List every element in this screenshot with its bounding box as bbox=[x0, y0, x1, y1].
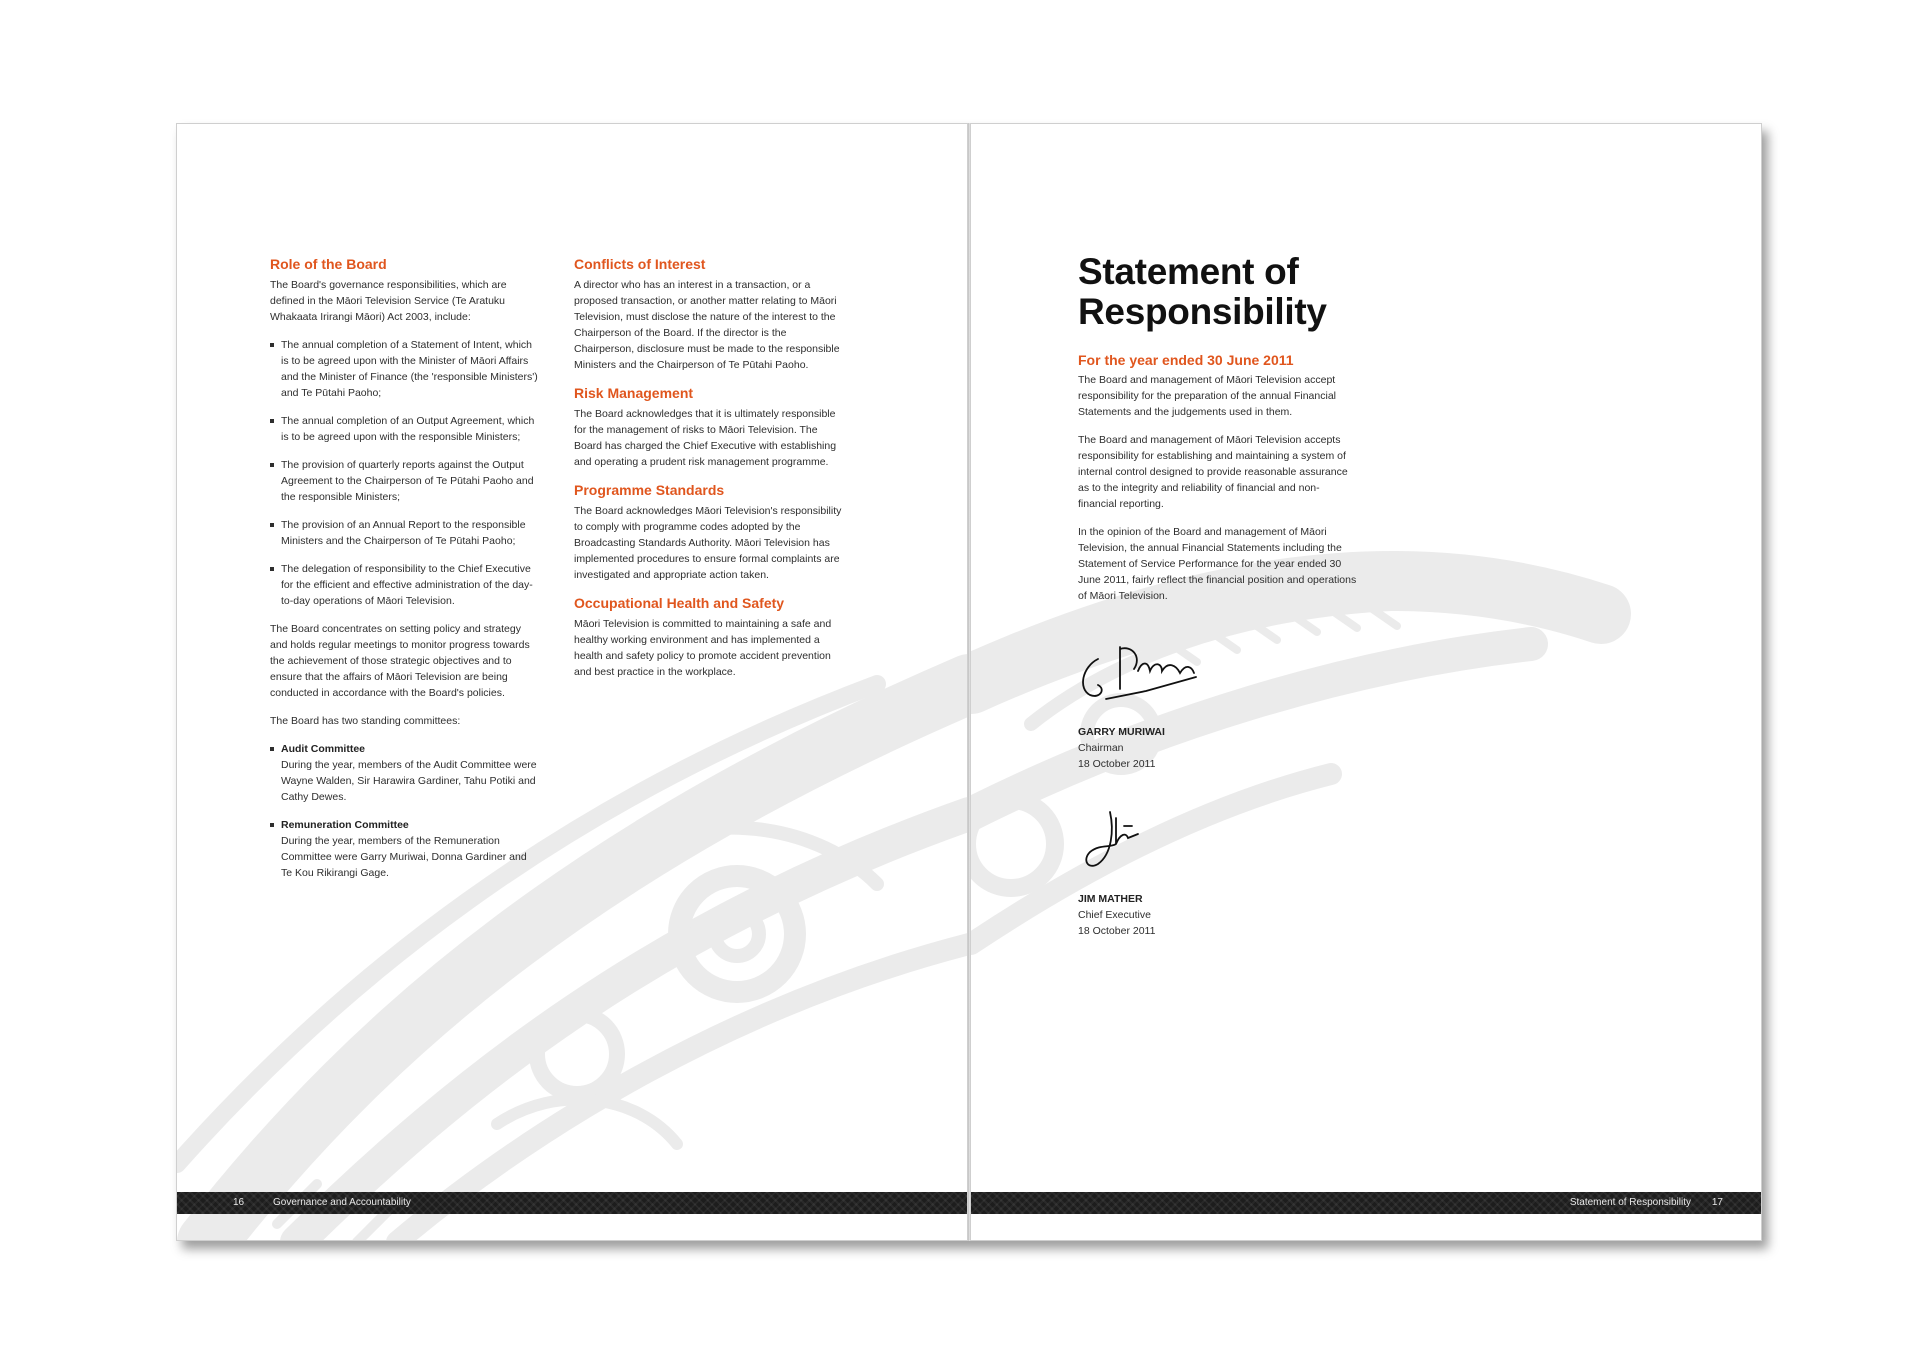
conflicts-heading: Conflicts of Interest bbox=[574, 256, 706, 272]
signatory-date: 18 October 2011 bbox=[1078, 925, 1156, 937]
page-number-left: 16 bbox=[233, 1197, 245, 1208]
responsibilities-list bbox=[270, 337, 540, 609]
risk-text: The Board acknowledges that it is ultimately responsible for the management of risks to Māori Television. The Board has charged the Chief Executive with establishing and operating a prudent risk management programme. bbox=[574, 408, 837, 468]
list-item: The provision of an Annual Report to the responsible Ministers and the Chairperson of Te Pūtahi Paoho; bbox=[270, 517, 540, 549]
health-safety-heading: Occupational Health and Safety bbox=[574, 595, 785, 611]
signatory-name: JIM MATHER bbox=[1078, 893, 1143, 905]
committee-title: Audit Committee bbox=[281, 743, 365, 755]
left-column-1 bbox=[270, 256, 540, 893]
statement-paragraph: In the opinion of the Board and management of Māori Television, the annual Financial Statements including the Statement of Service Performance for the year ended 30 June 2011, fairly reflect the financial position and operations of Māori Television. bbox=[1078, 526, 1357, 602]
footer-band-right bbox=[971, 1192, 1761, 1214]
programme-standards-text: The Board acknowledges Māori Television's responsibility to comply with programme codes adopted by the Broadcasting Standards Authority. Māori Television has implemented procedures to ensure formal complaints are investigated and appropriate action taken. bbox=[574, 505, 842, 581]
left-page bbox=[176, 123, 968, 1241]
committees-intro-text: The Board has two standing committees: bbox=[270, 715, 461, 727]
year-ended-heading: For the year ended 30 June 2011 bbox=[1078, 352, 1294, 368]
list-item bbox=[270, 817, 540, 881]
statement-column bbox=[1078, 252, 1358, 616]
signatory-role: Chairman bbox=[1078, 742, 1124, 754]
chief-executive-signature-block bbox=[1078, 891, 1155, 939]
health-safety-text: Māori Television is committed to maintaining a safe and healthy working environment and has implemented a health and safety policy to promote accident prevention and best practice in the workplace. bbox=[574, 618, 832, 678]
conflicts-text: A director who has an interest in a transaction, or a proposed transaction, or another matter relating to Māori Television, must disclose the nature of the interest to the Chairperson of the Board. If the director is the Chairperson, disclosure must be made to the responsible Ministers and the Chairperson of Te Pūtahi Paoho. bbox=[574, 279, 840, 371]
policy-text: The Board concentrates on setting policy and strategy and holds regular meetings to monitor progress towards the achievement of those strategic objectives and to ensure that the affairs of Māori Television are being conducted in accordance with the Board's policies. bbox=[270, 623, 530, 699]
list-item: The annual completion of a Statement of Intent, which is to be agreed upon with the Minister of Māori Affairs and the Minister of Finance (the 'responsible Ministers') and Te Pūtahi Paoho; bbox=[270, 337, 540, 401]
page-number-right: 17 bbox=[1711, 1197, 1723, 1208]
statement-paragraph: The Board and management of Māori Television accept responsibility for the preparation of the annual Financial Statements and the judgements used in them. bbox=[1078, 374, 1336, 418]
chairman-signature bbox=[1076, 639, 1226, 724]
statement-paragraph: The Board and management of Māori Television accepts responsibility for establishing and maintaining a system of internal control designed to provide reasonable assurance as to the integrity and reliability of financial and non-financial reporting. bbox=[1078, 434, 1348, 510]
footer-band-left bbox=[177, 1192, 967, 1214]
footer-section-right: Statement of Responsibility bbox=[1569, 1197, 1691, 1208]
role-intro-text: The Board's governance responsibilities, which are defined in the Māori Television Service (Te Aratuku Whakaata Irirangi Māori) Act 2003, include: bbox=[270, 279, 507, 323]
committee-text: During the year, members of the Audit Committee were Wayne Walden, Sir Harawira Gardiner, Tahu Potiki and Cathy Dewes. bbox=[281, 759, 537, 803]
committee-text: During the year, members of the Remuneration Committee were Garry Muriwai, Donna Gardiner and Te Kou Rikirangi Gage. bbox=[281, 835, 527, 879]
document-spread bbox=[176, 123, 1762, 1241]
chairman-signature-block bbox=[1078, 724, 1165, 772]
signatory-role: Chief Executive bbox=[1078, 909, 1151, 921]
list-item: The delegation of responsibility to the Chief Executive for the efficient and effective administration of the day-to-day operations of Māori Television. bbox=[270, 561, 540, 609]
risk-heading: Risk Management bbox=[574, 385, 694, 401]
programme-standards-heading: Programme Standards bbox=[574, 482, 725, 498]
role-of-board-heading: Role of the Board bbox=[270, 256, 387, 272]
signatory-name: GARRY MURIWAI bbox=[1078, 726, 1165, 738]
left-column-2 bbox=[574, 256, 846, 692]
page-title-line-1: Statement of bbox=[1078, 251, 1299, 292]
list-item bbox=[270, 741, 540, 805]
page-title bbox=[1078, 252, 1358, 332]
page-title-line-2: Responsibility bbox=[1078, 291, 1327, 332]
committees-list bbox=[270, 741, 540, 881]
committee-title: Remuneration Committee bbox=[281, 819, 409, 831]
footer-section-left: Governance and Accountability bbox=[273, 1197, 411, 1208]
signatory-date: 18 October 2011 bbox=[1078, 758, 1156, 770]
chief-executive-signature bbox=[1076, 804, 1196, 879]
list-item: The annual completion of an Output Agreement, which is to be agreed upon with the responsible Ministers; bbox=[270, 413, 540, 445]
right-page bbox=[970, 123, 1762, 1241]
list-item: The provision of quarterly reports against the Output Agreement to the Chairperson of Te Pūtahi Paoho and the responsible Ministers; bbox=[270, 457, 540, 505]
